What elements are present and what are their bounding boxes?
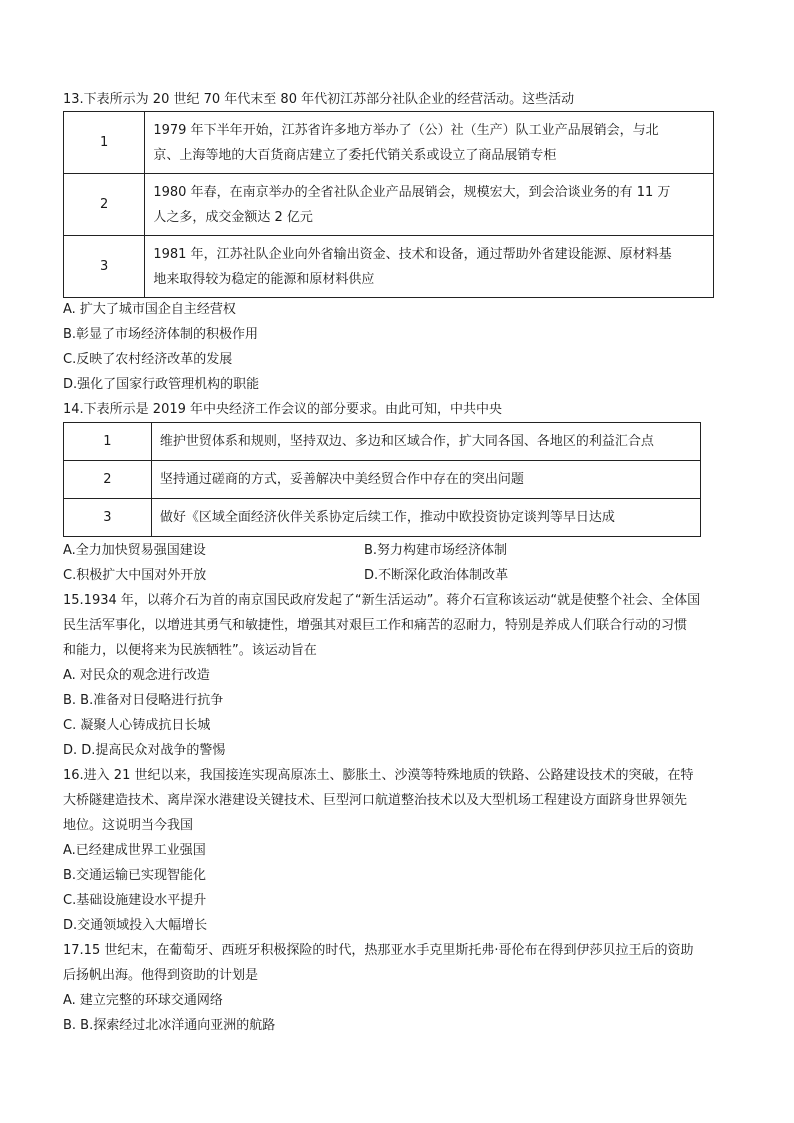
q14-option-c[interactable]: C.积极扩大中国对外开放 [63, 568, 207, 583]
row-number: 3 [64, 499, 152, 537]
q14-stem: 14.下表所示是 2019 年中央经济工作会议的部分要求。由此可知，中共中央 [63, 402, 503, 417]
q16-stem-line: 大桥隧建造技术、离岸深水港建设关键技术、巨型河口航道整治技术以及大型机场工程建设方面跻身世界领先 [63, 793, 688, 808]
q13-option-d[interactable]: D.强化了国家行政管理机构的职能 [63, 377, 260, 392]
q14-table [63, 422, 701, 537]
row-text: 坚持通过磋商的方式，妥善解决中美经贸合作中存在的突出问题 [151, 461, 700, 499]
table-row [64, 423, 701, 461]
q14-option-d[interactable]: D.不断深化政治体制改革 [364, 568, 509, 583]
table-row [64, 174, 714, 236]
q15-stem-line: 15.1934 年，以蒋介石为首的南京国民政府发起了“新生活运动”。蒋介石宣称该运动“就是使整个社会、全体国 [63, 593, 701, 608]
q13-stem: 13.下表所示为 20 世纪 70 年代末至 80 年代初江苏部分社队企业的经营活动。这些活动 [63, 92, 575, 107]
q16-option-a[interactable]: A.已经建成世界工业强国 [63, 843, 206, 858]
row-text-line: 地来取得较为稳定的能源和原材料供应 [153, 271, 375, 287]
q13-option-b[interactable]: B.彰显了市场经济体制的积极作用 [63, 327, 259, 342]
q17-option-a[interactable]: A. 建立完整的环球交通网络 [63, 993, 223, 1008]
q13-option-c[interactable]: C.反映了农村经济改革的发展 [63, 352, 233, 367]
table-row [64, 461, 701, 499]
q15-option-d[interactable]: D. D.提高民众对战争的警惕 [63, 743, 226, 758]
row-text-line: 1981 年，江苏社队企业向外省输出资金、技术和设备，通过帮助外省建设能源、原材料基 [153, 246, 672, 262]
q14-option-a[interactable]: A.全力加快贸易强国建设 [63, 543, 206, 558]
row-number: 1 [64, 112, 145, 174]
table-row [64, 499, 701, 537]
row-number: 1 [64, 423, 152, 461]
row-text-line: 人之多，成交金额达 2 亿元 [153, 209, 313, 225]
q15-stem-line: 民生活军事化，以增进其勇气和敏捷性，增强其对艰巨工作和痛苦的忍耐力，特别是养成人们联合行动的习惯 [63, 618, 688, 633]
q13-table [63, 111, 714, 298]
q15-option-a[interactable]: A. 对民众的观念进行改造 [63, 668, 210, 683]
q14-option-b[interactable]: B.努力构建市场经济体制 [364, 543, 508, 558]
q15-option-c[interactable]: C. 凝聚人心铸成抗日长城 [63, 718, 211, 733]
table-row [64, 112, 714, 174]
row-text-line: 1980 年春，在南京举办的全省社队企业产品展销会，规模宏大，到会洽谈业务的有 11 万 [153, 184, 671, 200]
q15-stem-line: 和能力，以便将来为民族牺牲”。该运动旨在 [63, 643, 317, 658]
q17-stem-line: 17.15 世纪末，在葡萄牙、西班牙积极探险的时代，热那亚水手克里斯托弗·哥伦布在得到伊莎贝拉王后的资助 [63, 943, 694, 958]
q16-stem-line: 16.进入 21 世纪以来，我国接连实现高原冻土、膨胀土、沙漠等特殊地质的铁路、公路建设技术的突破，在特 [63, 768, 694, 783]
q16-option-c[interactable]: C.基础设施建设水平提升 [63, 893, 207, 908]
q13-option-a[interactable]: A. 扩大了城市国企自主经营权 [63, 302, 236, 317]
row-text: 做好《区域全面经济伙伴关系协定后续工作，推动中欧投资协定谈判等早日达成 [151, 499, 700, 537]
row-text [145, 112, 714, 174]
row-text [145, 174, 714, 236]
row-text [145, 236, 714, 298]
q16-option-d[interactable]: D.交通领域投入大幅增长 [63, 918, 208, 933]
table-row [64, 236, 714, 298]
row-text: 维护世贸体系和规则，坚持双边、多边和区域合作，扩大同各国、各地区的利益汇合点 [151, 423, 700, 461]
row-number: 2 [64, 174, 145, 236]
row-text-line: 京、上海等地的大百货商店建立了委托代销关系或设立了商品展销专柜 [153, 147, 557, 163]
row-number: 2 [64, 461, 152, 499]
q17-option-b[interactable]: B. B.探索经过北冰洋通向亚洲的航路 [63, 1018, 276, 1033]
q15-option-b[interactable]: B. B.准备对日侵略进行抗争 [63, 693, 224, 708]
q16-option-b[interactable]: B.交通运输已实现智能化 [63, 868, 207, 883]
row-text-line: 1979 年下半年开始，江苏省许多地方举办了（公）社（生产）队工业产品展销会，与北 [153, 122, 659, 138]
row-number: 3 [64, 236, 145, 298]
q16-stem-line: 地位。这说明当今我国 [63, 818, 194, 833]
q17-stem-line: 后扬帆出海。他得到资助的计划是 [63, 968, 259, 983]
